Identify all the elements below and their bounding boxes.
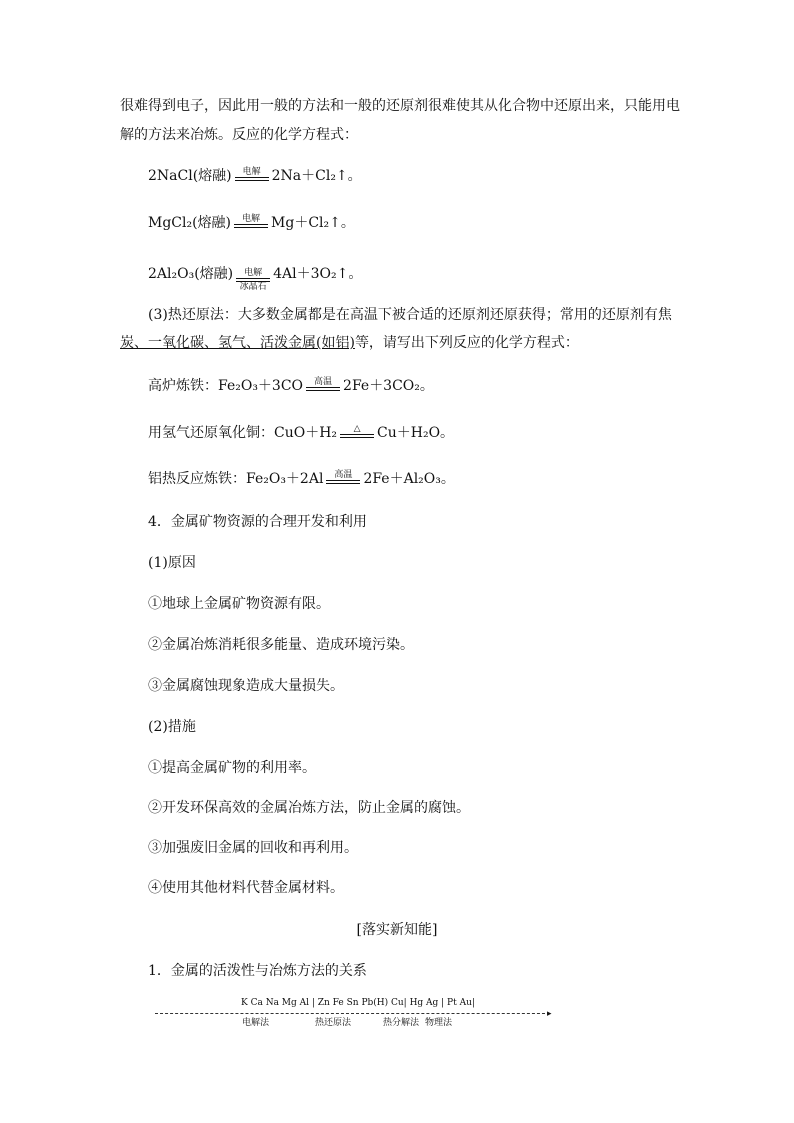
equation-nacl — [148, 166, 362, 186]
reaction-arrow — [235, 167, 269, 186]
equation-left: 2NaCl(熔融) — [148, 168, 232, 184]
list-item: ④使用其他材料代替金属材料。 — [148, 880, 344, 896]
equation-right: 2Fe＋3CO₂。 — [343, 378, 434, 394]
equation-label: 用氢气还原氧化铜： — [148, 425, 274, 441]
list-item: ①提高金属矿物的利用率。 — [148, 760, 316, 776]
list-item: ②金属冶炼消耗很多能量、造成环境污染。 — [148, 637, 414, 653]
equation-left: Fe₂O₃＋3CO — [218, 378, 304, 394]
equation-right: 2Fe＋Al₂O₃。 — [363, 471, 455, 487]
subheading-measures: (2)措施 — [148, 719, 196, 735]
reaction-condition: 高温 — [334, 470, 353, 480]
method-label: 电解法 — [242, 1018, 270, 1028]
reaction-condition: 电解 — [242, 167, 261, 177]
equation-right: 2Na＋Cl₂↑。 — [271, 168, 362, 184]
paragraph-thermal-reduction: (3)热还原法：大多数金属都是在高温下被合适的还原剂还原获得；常用的还原剂有焦 — [148, 307, 672, 323]
method-label: 热还原法 — [315, 1018, 352, 1028]
equation-label: 高炉炼铁： — [148, 378, 218, 394]
metal-activity-scale — [155, 996, 555, 1036]
reaction-arrow — [340, 424, 374, 443]
metal-series: K Ca Na Mg Al | Zn Fe Sn Pb(H) Cu| Hg Ag | Pt Au| — [241, 998, 475, 1008]
equation-mgcl2 — [148, 213, 355, 233]
list-item: ③加强废旧金属的回收和再利用。 — [148, 840, 358, 856]
equation-label: 铝热反应炼铁： — [148, 471, 246, 487]
equation-left: CuO＋H₂ — [274, 425, 338, 441]
equation-left: Fe₂O₃＋2Al — [246, 471, 324, 487]
list-item: ①地球上金属矿物资源有限。 — [148, 596, 330, 612]
equation-right: 4Al＋3O₂↑。 — [273, 266, 363, 282]
dashed-arrow-line — [155, 1013, 550, 1014]
paragraph-electrolysis-intro: 很难得到电子，因此用一般的方法和一般的还原剂很难使其从化合物中还原出来，只能用电解的方法来冶炼。反应的化学方程式： — [120, 98, 680, 143]
section-title: [落实新知能] — [356, 922, 438, 938]
reaction-arrow — [306, 377, 340, 396]
reaction-arrow — [326, 470, 360, 489]
method-label: 热分解法 — [383, 1018, 420, 1028]
reaction-arrow — [234, 214, 268, 233]
heading-section-4: 4．金属矿物资源的合理开发和利用 — [148, 514, 367, 530]
reaction-condition-top: 电解 — [244, 268, 263, 278]
equation-right: Cu＋H₂O。 — [377, 425, 455, 441]
reducing-agents: 炭、一氧化碳、氢气、活泼金属(如铝) — [120, 335, 355, 351]
method-label: 物理法 — [425, 1018, 453, 1028]
paragraph-thermal-reduction-cont: 炭、一氧化碳、氢气、活泼金属(如铝)等，请写出下列反应的化学方程式： — [120, 335, 579, 351]
equation-left: MgCl₂(熔融) — [148, 215, 232, 231]
equation-right: Mg＋Cl₂↑。 — [271, 215, 355, 231]
reaction-condition: 高温 — [314, 377, 333, 387]
subheading-reasons: (1)原因 — [148, 555, 196, 571]
equation-hydrogen-reduction — [148, 423, 454, 443]
reaction-condition-bottom: 冰晶石 — [239, 282, 267, 292]
reaction-arrow — [236, 268, 270, 292]
equation-left: 2Al₂O₃(熔融) — [148, 266, 234, 282]
arrow-head-icon: ▸ — [547, 1009, 552, 1019]
equation-thermite — [148, 469, 455, 489]
list-item: ③金属腐蚀现象造成大量损失。 — [148, 678, 344, 694]
heating-symbol: △ — [353, 424, 361, 434]
question-1: 1．金属的活泼性与冶炼方法的关系 — [148, 963, 367, 979]
reaction-condition: 电解 — [242, 214, 261, 224]
equation-al2o3 — [148, 260, 363, 292]
list-item: ②开发环保高效的金属冶炼方法，防止金属的腐蚀。 — [148, 800, 470, 816]
equation-blast-furnace — [148, 376, 434, 396]
